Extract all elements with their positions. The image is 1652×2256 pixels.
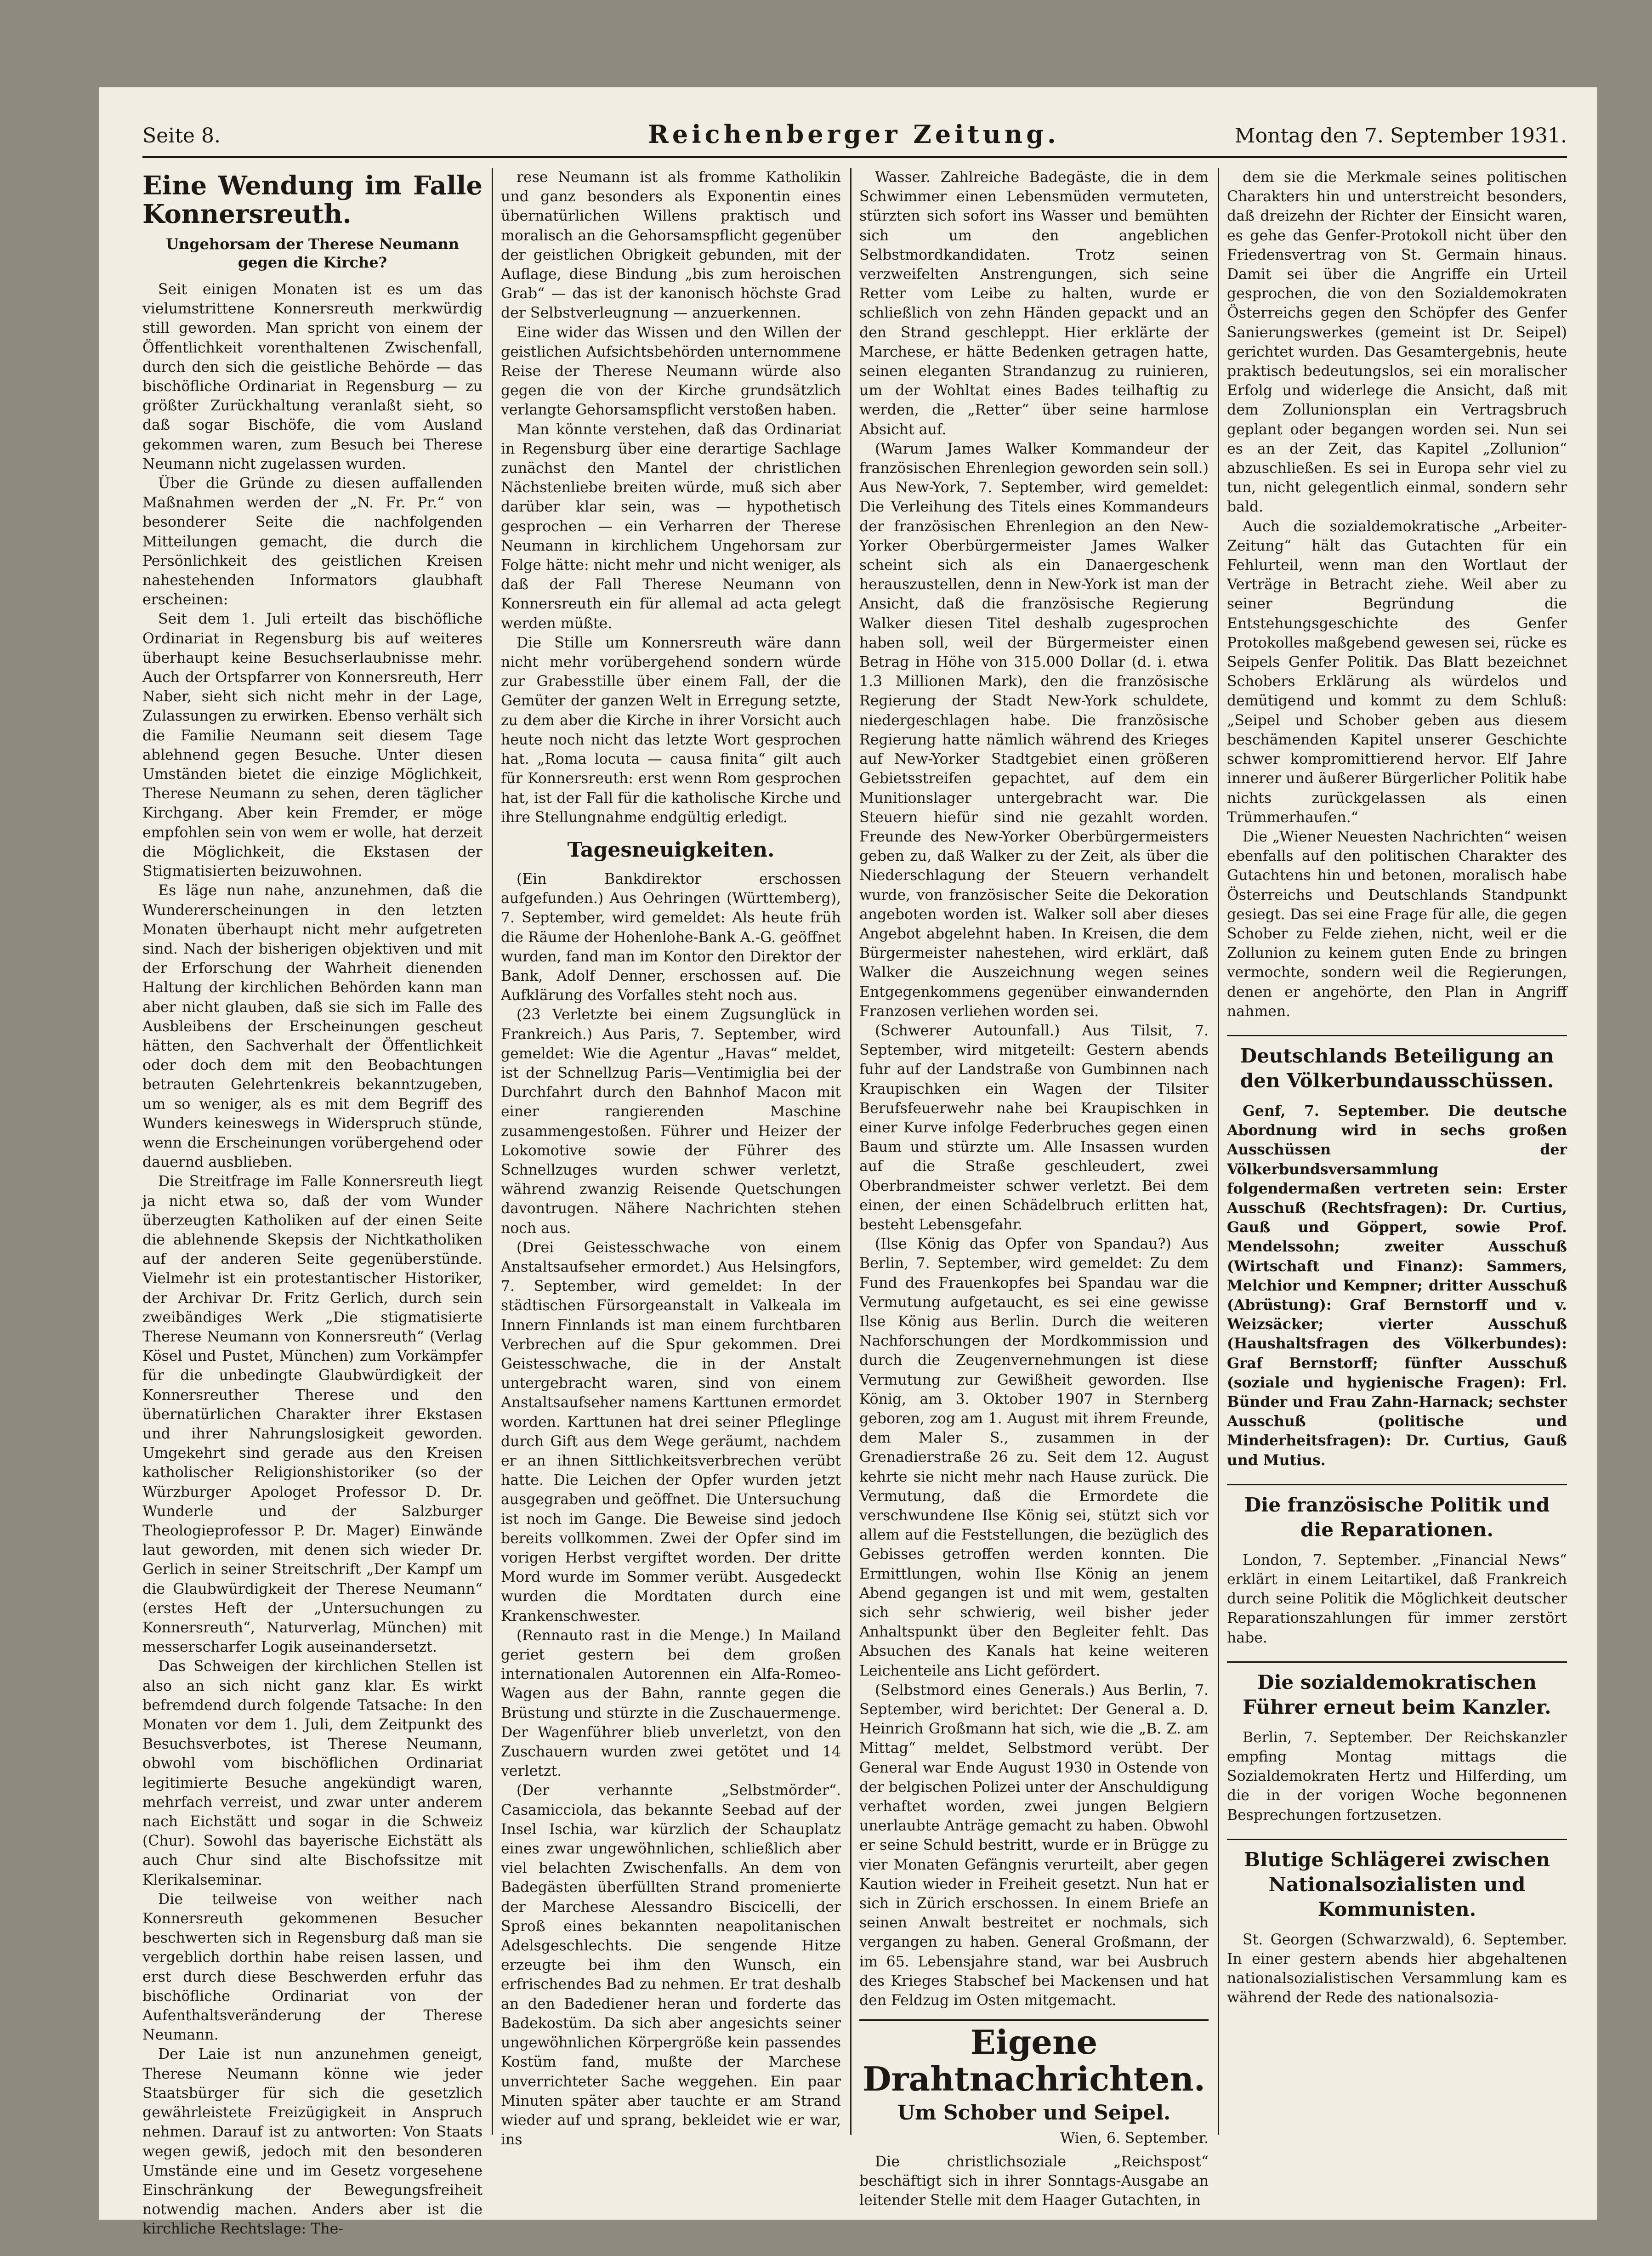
news-item: St. Georgen (Schwarzwald), 6. September. In einer gestern abends hier abgehaltenen nationalsozialistischen Versammlung kam es während der Rede des nationalsozia-: [1227, 1931, 1567, 2006]
paragraph: Die Streitfrage im Falle Konnersreuth liegt ja nicht etwa so, daß der vom Wunder überzeugten Katholiken auf der einen Seite die ablehnende Skepsis der Nichtkatholiken auf der anderen Seite gegenüberstünde. Vielmehr ist ein protestantischer Historiker, der Archivar Dr. Fritz Gerlich, durch sein zweibändiges Werk „Die stigmatisierte Therese Neumann von Konnersreuth“ (Verlag Kösel und Pustet, München) zum Vorkämpfer für die unbedingte Glaubwürdigkeit der Konnersreuther Therese und den übernatürlichen Charakter ihrer Ekstasen und ihrer Nahrungslosigkeit geworden. Umgekehrt sind gerade aus den Kreisen katholischer Religionshistoriker (so der Würzburger Apologet Professor D. Dr. Wunderle und der Salzburger Theologieprofessor P. Dr. Mager) Einwände laut geworden, mit denen sich wieder Dr. Gerlich in seiner Streitschrift „Der Kampf um die Glaubwürdigkeit der Therese Neumann“ (erstes Heft der „Untersuchungen zu Konnersreuth“, Naturverlag, München) mit messerscharfer Logik auseinandersetzt.: [142, 1173, 483, 1656]
section-title: Tagesneuigkeiten.: [567, 838, 775, 862]
paragraph: Eine wider das Wissen und den Willen der geistlichen Aufsichtsbehörden unternommene Reise der Therese Neumann würde also gegen die von der Kirche grundsätzlich verlangte Gehorsamspflicht verstoßen haben.: [501, 324, 841, 419]
news-item: Berlin, 7. September. Der Reichskanzler empfing Montag mittags die Sozialdemokraten Hertz und Hilferding, um die in der vorigen Woche begonnenen Besprechungen fortzusetzen.: [1227, 1729, 1567, 1824]
newspaper-page: [99, 87, 1597, 2238]
paragraph: Seit einigen Monaten ist es um das vielumstrittene Konnersreuth merkwürdig still geworden. Man spricht von einem der Öffentlichkeit vorenthaltenen Zwischenfall, durch den sich die geistliche Behörde — das bischöfliche Ordinariat in Regensburg — zu größter Zurückhaltung veranlaßt sieht, so daß sogar Bischöfe, die vom Ausland gekommen waren, zum Besuch bei Therese Neumann nicht zugelassen wurden.: [142, 281, 483, 472]
wire-text: Die christlichsoziale „Reichspost“ beschäftigt sich in ihrer Sonntags-Ausgabe an leitender Stelle mit dem Haager Gutachten, in: [859, 2153, 1209, 2209]
news-headline: Deutschlands Beteiligung an den Völkerbundausschüssen.: [1227, 1035, 1567, 1093]
paragraph: Die Stille um Konnersreuth wäre dann nicht mehr vorübergehend sondern würde zur Grabesstille über einem Fall, der die Gemüter der ganzen Welt in Erregung setzte, zu dem aber die Kirche in ihrer Vorsicht auch heute noch nicht das letzte Wort gesprochen hat. „Roma locuta — causa finita“ gilt auch für Konnersreuth: erst wenn Rom gesprochen hat, ist der Fall für die katholische Kirche und ihre Stellungnahme endgültig erledigt.: [501, 634, 841, 826]
column-divider: [1218, 168, 1219, 2135]
wire-section-title: Eigene Drahtnachrichten.: [859, 2019, 1209, 2097]
news-item: (Rennauto rast in die Menge.) In Mailand geriet gestern bei dem großen internationalen Autorennen ein Alfa-Romeo-Wagen aus der Bahn, rannte gegen die Brüstung und stürzte in die Zuschauermenge. Der Wagenführer blieb unverletzt, von den Zuschauern wurden zwei getötet und 14 verletzt.: [501, 1627, 841, 1780]
paragraph: Das Schweigen der kirchlichen Stellen ist also an sich nicht ganz klar. Es wirkt befremdend durch folgende Tatsache: In den Monaten vor dem 1. Juli, dem Zeitpunkt des Besuchsverbotes, ist Therese Neumann, obwohl vom bischöflichen Ordinariat legitimierte Besuche angekündigt waren, mehrfach verreist, und zwar unter anderem nach Eichstätt und sogar in die Schweiz (Chur). Sowohl das bayerische Eichstätt als auch Chur sind alte Bischofssitze mit Klerikalseminar.: [142, 1658, 483, 1888]
column-divider: [850, 168, 852, 2135]
paragraph: rese Neumann ist als fromme Katholikin und ganz besonders als Exponentin eines übernatürlichen Willens praktisch und moralisch an die Gehorsamspflicht gegenüber der geistlichen Obrigkeit gebunden, mit der Auflage, diese Bindung „bis zum heroischen Grab“ — das ist der kanonisch höchste Grad der Selbstverleugnung — anzuerkennen.: [501, 169, 841, 322]
wire-dateline: Wien, 6. September.: [1060, 2130, 1209, 2147]
masthead: Reichenberger Zeitung.: [648, 119, 1060, 149]
news-item: Genf, 7. September. Die deutsche Abordnung wird in sechs großen Ausschüssen der Völkerbundsversammlung folgendermaßen vertreten sein: Erster Ausschuß (Rechtsfragen): Dr. Curtius, Gauß und Göppert, sowie Prof. Mendelssohn; zweiter Ausschuß (Wirtschaft und Finanz): Sammers, Melchior und Kempner; dritter Ausschuß (Abrüstung): Graf Bernstorff und v. Weizsäcker; vierter Ausschuß (Haushaltsfragen des Völkerbundes): Graf Bernstorff; fünfter Ausschuß (soziale und hygienische Fragen): Frl. Bünder und Frau Zahn-Harnack; sechster Ausschuß (politische und Minderheitsfragen): Dr. Curtius, Gauß und Mutius.: [1227, 1102, 1567, 1469]
news-item: (Schwerer Autounfall.) Aus Tilsit, 7. September, wird mitgeteilt: Gestern abends fuhr auf der Landstraße von Gumbinnen nach Kraupischken ein Wagen der Tilsiter Berufsfeuerwehr nahe bei Kraupischken in einer Kurve infolge Federbruches gegen einen Baum und stürzte um. Alle Insassen wurden auf die Straße geschleudert, zwei Oberbrandmeister schwer verletzt. Bei dem einen, der einen Schädelbruch erlitten hat, besteht Lebensgefahr.: [859, 1022, 1209, 1233]
header-rule: [142, 156, 1567, 158]
news-item: (Selbstmord eines Generals.) Aus Berlin, 7. September, wird berichtet: Der General a. D. Heinrich Großmann hat sich, wie die „B. Z. am Mittag“ meldet, Selbstmord verübt. Der General war Ende August 1930 in Ostende von der belgischen Polizei unter der Anschuldigung verhaftet worden, zwei jungen Belgiern unerlaubte Anträge gemacht zu haben. Obwohl er seine Schuld bestritt, wurde er in Brügge zu vier Monaten Gefängnis verurteilt, aber gegen Kaution wieder in Freiheit gesetzt. Nun hat er sich in Zürich erschossen. In einem Briefe an seinen Anwalt bestreitet er nochmals, sich vergangen zu haben. General Großmann, der im 65. Lebensjahre stand, war bei Ausbruch des Krieges Stabschef bei Mackensen und hat den Feldzug im Osten mitgemacht.: [859, 1682, 1209, 2009]
paragraph: Auch die sozialdemokratische „Arbeiter-Zeitung“ hält das Gutachten für ein Fehlurteil, wenn man den Wortlaut der Verträge in Betracht ziehe. Weil aber zu seiner Begründung die Entstehungsgeschichte des Genfer Protokolles maßgebend gewesen sei, rücke es Seipels Genfer Politik. Das Blatt bezeichnet Schobers Erklärung als würdelos und demütigend und kommt zu dem Schluß: „Seipel und Schober geben aus diesem beschämenden Kapitel unserer Geschichte schwer kompromittierend hervor. Elf Jahre innerer und äußerer Bürgerlicher Politik habe nichts zurückgelassen als einen Trümmerhaufen.“: [1227, 518, 1567, 826]
paragraph: Über die Gründe zu diesen auffallenden Maßnahmen werden der „N. Fr. Pr.“ von besonderer Seite die nachfolgenden Mitteilungen gemacht, die durch die Persönlichkeit des geistlichen Kreisen nahestehenden Informators glaubhaft erscheinen:: [142, 475, 483, 608]
page-header: [142, 119, 1567, 156]
news-item: (Warum James Walker Kommandeur der französischen Ehrenlegion geworden sein soll.) Aus New-York, 7. September, wird gemeldet: Die Verleihung des Titels eines Kommandeurs der französischen Ehrenlegion an den New-Yorker Oberbürgermeister James Walker scheint sich als ein Danaergeschenk herauszustellen, denn in New-York ist man der Ansicht, daß die französische Regierung Walker diesen Titel deshalb zugesprochen haben soll, weil der Bürgermeister einen Betrag in Höhe von 315.000 Dollar (d. i. etwa 1.3 Millionen Mark), den die französische Regierung der Stadt New-York schuldete, niedergeschlagen habe. Die französische Regierung hatte nämlich während des Krieges auf New-Yorker Stadtgebiet einen größeren Gebietsstreifen gepachtet, auf dem ein Munitionslager untergebracht war. Die Steuern hiefür sind nie gezahlt worden. Freunde des New-Yorker Oberbürgermeisters geben zu, daß Walker zu der Zeit, als über die Niederschlagung der Steuern verhandelt wurde, von französischer Seite die Dekoration angeboten worden ist. Walker soll aber dieses Angebot abgelehnt haben. In Kreisen, die dem Bürgermeister nahestehen, wird erklärt, daß Walker die Auszeichnung wegen seines Entgegenkommens gegenüber einwandernden Franzosen verliehen worden sei.: [859, 440, 1209, 1020]
news-item: (Ilse König das Opfer von Spandau?) Aus Berlin, 7. September, wird gemeldet: Zu dem Fund des Frauenkopfes bei Spandau war die Vermutung aufgetaucht, es sei eine gewisse Ilse König aus Berlin. Durch die weiteren Nachforschungen der Mordkommission und durch die Zeugenvernehmungen ist diese Vermutung zur Gewißheit geworden. Ilse König, am 3. Oktober 1907 in Sternberg geboren, zog am 1. August mit ihrem Freunde, dem Maler S., zusammen in der Grenadierstraße 26 zu. Seit dem 12. August kehrte sie nicht mehr nach Hause zurück. Die Vermutung, daß die Ermordete die verschwundene Ilse König sei, stützt sich vor allem auf die Feststellungen, die bezüglich des Gebisses getroffen werden konnten. Die Ermittlungen, wohin Ilse König an jenem Abend gegangen ist und mit wem, gestalten sich sehr schwierig, weil bisher jeder Anhaltspunkt über den Begleiter fehlt. Das Absuchen des Kanals hat keine weiteren Leichenteile ans Licht gefördert.: [859, 1236, 1209, 1679]
paragraph: Seit dem 1. Juli erteilt das bischöfliche Ordinariat in Regensburg bis auf weiteres überhaupt keine Besuchserlaubnisse mehr. Auch der Ortspfarrer von Konnersreuth, Herr Naber, sieht sich nicht mehr in der Lage, Zulassungen zu erwirken. Ebenso verhält sich die Familie Neumann seit diesem Tage ablehnend gegen Besuche. Unter diesen Umständen bietet die einzige Möglichkeit, Therese Neumann zu sehen, deren täglicher Kirchgang. Aber kein Fremder, er möge empfohlen sein von wem er wolle, hat derzeit die Möglichkeit, die Ekstasen der Stigmatisierten beizuwohnen.: [142, 611, 483, 880]
news-headline: Die sozialdemokratischen Führer erneut beim Kanzler.: [1227, 1661, 1567, 1720]
news-item: London, 7. September. „Financial News“ erklärt in einem Leitartikel, daß Frankreich durch seine Politik die Möglichkeit deutscher Reparationszahlungen für immer zerstört habe.: [1227, 1551, 1567, 1646]
news-item: Wasser. Zahlreiche Badegäste, die in dem Schwimmer einen Lebensmüden vermuteten, stürzten sich sofort ins Wasser und bemühten sich um den angeblichen Selbstmordkandidaten. Trotz seinen verzweifelten Anstrengungen, sich seine Retter vom Leibe zu halten, wurde er schließlich von zehn Händen gepackt und an den Strand geschleppt. Hier erklärte der Marchese, er hätte Bedenken getragen hatte, seinen eleganten Strandanzug zu ruinieren, um der Wohltat eines Bades teilhaftig zu werden, die „Retter“ über seine harmlose Absicht auf.: [859, 169, 1209, 438]
paragraph: dem sie die Merkmale seines politischen Charakters hin und unterstreicht besonders, daß dreizehn der Richter der Einsicht waren, es gehe das Genfer-Protokoll nicht über den Friedensvertrag von St. Germain hinaus. Damit sei über die Angriffe ein Urteil gesprochen, die von den Sozialdemokraten Österreichs gegen den Schöpfer des Genfer Sanierungswerkes (gemeint ist Dr. Seipel) gerichtet wurden. Das Gesamtergebnis, heute praktisch bedeutungslos, sei ein moralischer Erfolg und widerlege die Ansicht, daß mit dem Zollunionsplan ein Vertragsbruch geplant oder begangen worden sei. Nun sei es an der Zeit, das Kapitel „Zollunion“ abzuschließen. Es sei in Europa sehr viel zu tun, nicht gelegentlich einmal, sondern sehr bald.: [1227, 169, 1567, 516]
issue-date: Montag den 7. September 1931.: [1234, 124, 1567, 148]
news-item: (Der verhannte „Selbstmörder“. Casamicciola, das bekannte Seebad auf der Insel Ischia, war kürzlich der Schauplatz eines zwar ungewöhnlichen, schließlich aber viel belachten Zwischenfalls. An dem von Badegästen überfüllten Strand promenierte der Marchese Alessandro Biscicelli, der Sproß eines bekannten neapolitanischen Adelsgeschlechts. Die sengende Hitze erzeugte bei ihm den Wunsch, ein erfrischendes Bad zu nehmen. Er trat deshalb an den Badediener heran und forderte das Badekostüm. Da sich aber angesichts seiner ungewöhnlichen Körpergröße kein passendes Kostüm fand, mußte der Marchese unverrichteter Sache weggehen. Ein paar Minuten später aber tauchte er am Strand wieder auf und sprang, bekleidet wie er war, ins: [501, 1782, 841, 2148]
paragraph: Die teilweise von weither nach Konnersreuth gekommenen Besucher beschwerten sich in Regensburg daß man sie vergeblich dorthin habe reisen lassen, und erst durch diese Beschwerden erfuhr das bischöfliche Ordinariat von der Aufenthaltsveränderung der Therese Neumann.: [142, 1891, 483, 2044]
column-3: [859, 168, 1209, 2209]
news-item: (Drei Geistesschwache von einem Anstaltsaufseher ermordet.) Aus Helsingfors, 7. September, wird gemeldet: In der städtischen Fürsorgeanstalt in Valkeala im Innern Finnlands ist man einem furchtbaren Verbrechen auf die Spur gekommen. Drei Geistesschwache, die in der Anstalt untergebracht waren, sind von einem Anstaltsaufseher namens Karttunen ermordet worden. Karttunen hat drei seiner Pfleglinge durch Gift aus dem Wege geräumt, nachdem er an ihnen Sittlichkeitsverbrechen verübt hatte. Die Leichen der Opfer wurden jetzt ausgegraben und geöffnet. Die Untersuchung ist noch im Gange. Die Beweise sind jedoch bereits vollkommen. Zwei der Opfer sind im vorigen Herbst vergiftet worden. Der dritte Mord wurde im Sommer verübt. Ausgedeckt wurden die Mordtaten durch eine Krankenschwester.: [501, 1239, 841, 1625]
page-number: Seite 8.: [142, 124, 221, 148]
paragraph: Die „Wiener Neuesten Nachrichten“ weisen ebenfalls auf den politischen Charakter des Gutachtens hin und betonen, moralisch habe Österreichs und Deutschlands Standpunkt gesiegt. Das sei eine Frage für alle, die gegen Schober zu Felde ziehen, nicht, weil er die Zollunion zu keinem guten Ende zu bringen vermochte, sondern weil die Regierungen, denen er angehörte, den Plan in Angriff nahmen.: [1227, 828, 1567, 1020]
column-1: [142, 168, 483, 2238]
column-2: [501, 168, 841, 2148]
article-headline: Eine Wendung im Falle Konnersreuth.: [142, 170, 483, 229]
column-4: [1227, 168, 1567, 2144]
news-headline: Die französische Politik und die Reparationen.: [1227, 1484, 1567, 1542]
news-item: (23 Verletzte bei einem Zugsunglück in Frankreich.) Aus Paris, 7. September, wird gemeldet: Wie die Agentur „Havas“ meldet, ist der Schnellzug Paris—Ventimiglia bei der Durchfahrt durch den Bahnhof Macon mit einer rangierenden Maschine zusammengestoßen. Führer und Heizer der Lokomotive sowie der Führer des Schnellzuges wurden schwer verletzt, während zwanzig Reisende Quetschungen davontrugen. Nähere Nachrichten stehen noch aus.: [501, 1006, 841, 1237]
news-headline: Blutige Schlägerei zwischen Nationalsozialisten und Kommunisten.: [1227, 1839, 1567, 1922]
paragraph: Es läge nun nahe, anzunehmen, daß die Wundererscheinungen in den letzten Monaten überhaupt nicht mehr aufgetreten sind. Nach der bisherigen objektiven und mit der Erforschung der Wahrheit dienenden Haltung der kirchlichen Behörden kann man aber nicht glauben, daß sie sich im Falle des Ausbleibens der Erscheinungen gescheut hätten, den Sachverhalt der Öffentlichkeit oder doch dem mit den Beobachtungen betrauten Gelehrtenkreis bekanntzugeben, um so weniger, als es mit dem Begriff des Wunders keineswegs in Widerspruch stünde, wenn die Erscheinungen vorübergehend oder dauernd ausblieben.: [142, 882, 483, 1171]
paragraph: Der Laie ist nun anzunehmen geneigt, Therese Neumann könne wie jeder Staatsbürger für sich die gesetzlich gewährleistete Freizügigkeit in Anspruch nehmen. Darauf ist zu antworten: Von Staats wegen gewiß, jedoch mit den besonderen Umstände eine und im Gesetz vorgesehene Einschränkung der Bewegungsfreiheit notwendig machen. Anders aber ist die kirchliche Rechtslage: The-: [142, 2046, 483, 2238]
wire-headline: Um Schober und Seipel.: [897, 2101, 1171, 2125]
paragraph: Man könnte verstehen, daß das Ordinariat in Regensburg über eine derartige Sachlage zunächst den Mantel der christlichen Nächstenliebe breiten würde, muß sich aber darüber klar sein, was — hypothetisch gesprochen — ein Verharren der Therese Neumann in kirchlichem Ungehorsam zur Folge hätte: nicht mehr und nicht weniger, als daß der Fall Therese Neumann von Konnersreuth ein für allemal ad acta gelegt werden müßte.: [501, 421, 841, 632]
column-divider: [492, 168, 493, 2135]
news-item: (Ein Bankdirektor erschossen aufgefunden.) Aus Oehringen (Württemberg), 7. September, wird gemeldet: Als heute früh die Räume der Hohenlohe-Bank A.-G. geöffnet wurden, fand man im Kontor den Direktor der Bank, Adolf Denner, erschossen auf. Die Aufklärung des Vorfalles steht noch aus.: [501, 870, 841, 1004]
article-subhead: Ungehorsam der Therese Neumann gegen die Kirche?: [165, 235, 460, 271]
